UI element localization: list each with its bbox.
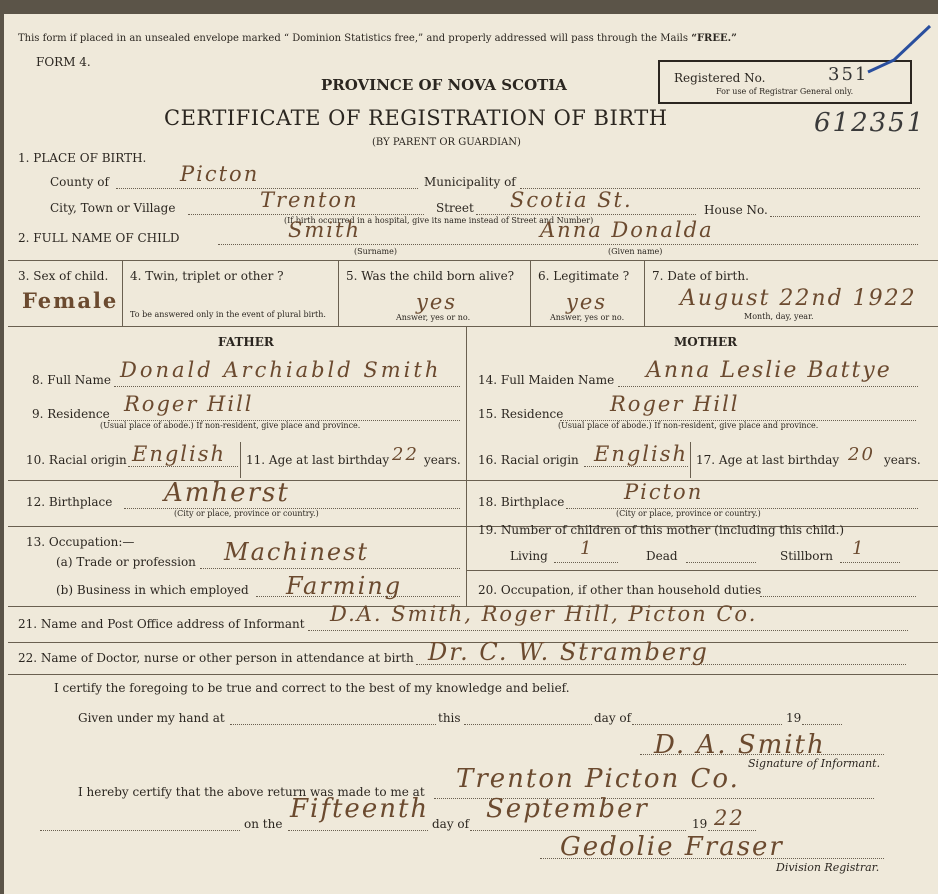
month-line [470,830,686,831]
mother-racial-line [584,466,688,467]
dob-label: 7. Date of birth. [652,269,749,283]
legit-label: 6. Legitimate ? [538,269,630,283]
mail-note-text: This form if placed in an unsealed envelope marked “ Dominion Statistics free,” and properly addressed will pass through the Mails [18,33,688,44]
father-abode-note: (Usual place of abode.) If non-resident, give place and province. [100,421,361,430]
dob-caption: Month, day, year. [744,312,814,321]
page-subtitle: (BY PARENT OR GUARDIAN) [372,137,521,148]
city-label: City, Town or Village [50,201,176,215]
mother-racial-label: 16. Racial origin [478,453,579,467]
day-of-line [632,724,782,725]
registrar-signature: Gedolie Fraser [560,832,784,862]
dead-line [686,562,756,563]
house-line [770,216,920,217]
informant-signature: D. A. Smith [654,730,826,760]
registrar-line [540,858,884,859]
mail-note [18,34,737,44]
mother-occupation-line [760,596,916,597]
legit-caption: Answer, yes or no. [550,313,625,322]
father-years: years. [424,453,461,467]
father-occupation-label: 13. Occupation:— [26,535,135,549]
mother-racial-value: English [594,442,689,466]
mother-name-value: Anna Leslie Battye [646,358,892,383]
father-business-value: Farming [286,572,403,600]
child-surname: Smith [288,218,361,242]
mother-name-label: 14. Full Maiden Name [478,373,615,387]
registrar-use-note: For use of Registrar General only. [716,87,854,96]
year-prefix: 19 [786,711,802,725]
mother-residence-value: Roger Hill [610,392,740,416]
divider [122,260,123,326]
row-divider [8,526,466,527]
child-name-label: 2. FULL NAME OF CHILD [18,231,180,245]
certify-statement: I certify the foregoing to be true and correct to the best of my knowledge and belief. [54,681,570,695]
father-racial-line [128,466,238,467]
given-caption: (Given name) [608,247,663,256]
day-value-line [288,830,428,831]
father-age-value: 22 [392,444,419,465]
street-label: Street [436,201,474,215]
father-trade-line [200,568,460,569]
mail-note-free: “FREE.” [691,33,737,44]
on-the-line-left [40,830,240,831]
month-value: September [486,794,649,824]
parents-divider [466,326,467,606]
divider [338,260,339,326]
dead-label: Dead [646,549,678,563]
mother-abode-note: (Usual place of abode.) If non-resident, give place and province. [558,421,819,430]
street-line [476,214,696,215]
province-heading: PROVINCE OF NOVA SCOTIA [321,76,567,94]
father-residence-label: 9. Residence [32,407,110,421]
alive-caption: Answer, yes or no. [396,313,471,322]
father-racial-label: 10. Racial origin [26,453,127,467]
mother-birthplace-value: Picton [624,480,704,504]
mother-residence-label: 15. Residence [478,407,564,421]
handwritten-number: 612351 [814,108,926,138]
mother-city-note: (City or place, province or country.) [616,509,761,518]
registrar-caption: Division Registrar. [776,861,880,874]
sex-label: 3. Sex of child. [18,269,109,283]
mother-children-label: 19. Number of children of this mother (including this child.) [478,523,845,537]
child-given-names: Anna Donalda [540,218,714,242]
house-label: House No. [704,203,768,217]
given-label: Given under my hand at [78,711,225,725]
page-title: CERTIFICATE OF REGISTRATION OF BIRTH [164,106,668,130]
father-age-label: 11. Age at last birthday [246,453,390,467]
father-name-line [114,386,460,387]
stillborn-label: Stillborn [780,549,833,563]
mother-years: years. [884,453,921,467]
check-mark-icon [864,20,934,80]
place-heading: 1. PLACE OF BIRTH. [18,151,147,165]
informant-value: D.A. Smith, Roger Hill, Picton Co. [330,602,758,626]
mother-occupation-label: 20. Occupation, if other than household duties [478,583,762,597]
stillborn-value: 1 [852,538,866,559]
doctor-label: 22. Name of Doctor, nurse or other person in attendance at birth [18,651,414,665]
father-racial-value: English [132,442,227,466]
county-label: County of [50,175,109,189]
day-value: Fifteenth [290,794,430,824]
certificate-sheet [4,14,938,894]
municipality-label: Municipality of [424,175,516,189]
divider [530,260,531,326]
divider [240,442,241,478]
sex-value: Female [22,288,119,313]
row-divider [8,674,938,675]
signature-line [640,754,884,755]
father-city-note: (City or place, province or country.) [174,509,319,518]
this-label: this [438,711,461,725]
signature-caption: Signature of Informant. [748,757,881,770]
on-the-label: on the [244,817,283,831]
twin-note: To be answered only in the event of plural birth. [130,310,326,319]
legit-value: yes [566,290,608,314]
divider [644,260,645,326]
living-label: Living [510,549,548,563]
street-value: Scotia St. [510,188,633,212]
mother-birthplace-label: 18. Birthplace [478,495,565,509]
given-line [230,724,436,725]
this-line [464,724,592,725]
return-text: I hereby certify that the above return was made to me at [78,785,425,799]
divider [690,442,691,478]
father-name-label: 8. Full Name [32,373,111,387]
mother-age-label: 17. Age at last birthday [696,453,840,467]
form-number: FORM 4. [36,55,91,69]
father-birthplace-value: Amherst [164,478,290,508]
child-name-line [218,244,918,245]
father-heading: FATHER [218,335,274,349]
father-trade-value: Machinest [224,538,370,566]
year2-prefix: 19 [692,817,708,831]
mother-name-line [618,386,918,387]
row-divider [466,570,938,571]
city-line [188,214,424,215]
living-line [554,562,618,563]
mother-heading: MOTHER [674,335,738,349]
year-line [802,724,842,725]
county-value: Picton [180,162,260,186]
alive-value: yes [416,290,458,314]
father-residence-value: Roger Hill [124,392,254,416]
father-trade-label: (a) Trade or profession [56,555,196,569]
registered-label: Registered No. [674,71,766,85]
living-value: 1 [580,538,594,559]
alive-label: 5. Was the child born alive? [346,269,515,283]
year2-value: 22 [714,806,745,830]
doctor-value: Dr. C. W. Stramberg [428,638,709,666]
informant-line [308,630,908,631]
dob-value: August 22nd 1922 [680,286,917,311]
twin-label: 4. Twin, triplet or other ? [130,269,284,283]
day-of-label: day of [594,711,632,725]
row-divider [8,260,938,261]
return-place: Trenton Picton Co. [456,764,740,794]
registered-value: 351 [828,64,869,85]
day-of-label-2: day of [432,817,470,831]
informant-label: 21. Name and Post Office address of Informant [18,617,305,631]
year2-line [708,830,756,831]
mother-age-value: 20 [848,444,875,465]
city-value: Trenton [260,188,359,212]
row-divider [8,326,938,327]
hospital-note: (If birth occurred in a hospital, give its name instead of Street and Number) [284,216,594,225]
father-name-value: Donald Archiabld Smith [120,358,442,382]
stillborn-line [840,562,900,563]
surname-caption: (Surname) [354,247,397,256]
father-birthplace-label: 12. Birthplace [26,495,113,509]
father-business-label: (b) Business in which employed [56,583,249,597]
